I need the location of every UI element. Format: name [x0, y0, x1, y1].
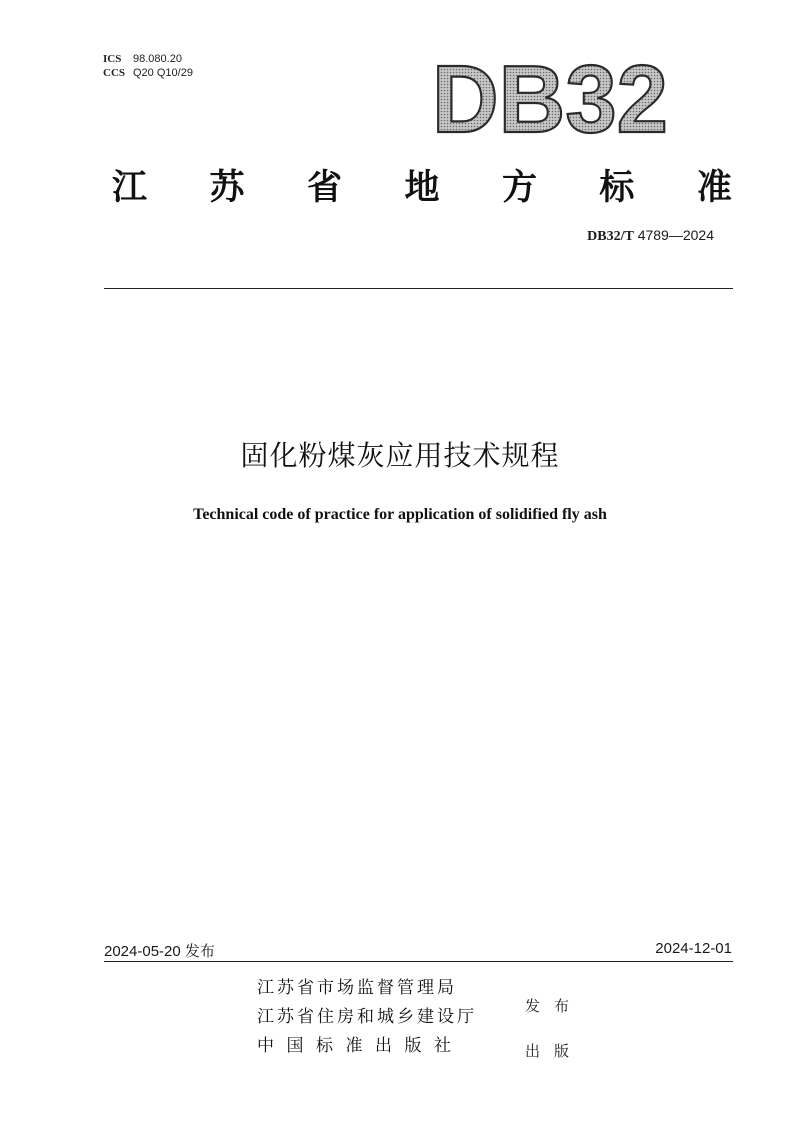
standard-type-char: 苏	[209, 168, 245, 208]
classification-codes	[103, 52, 193, 80]
issuer: 江苏省市场监督管理局	[257, 978, 457, 998]
issue-date: 2024-05-20 发布	[104, 943, 215, 960]
publish-label: 出版	[525, 1042, 584, 1060]
issuing-authorities	[257, 974, 477, 1061]
standard-number-value: 4789—2024	[633, 227, 714, 243]
standard-type-char: 省	[306, 168, 342, 208]
bottom-divider	[104, 961, 733, 962]
logo-text: DB32	[432, 50, 668, 140]
issuer: 江苏省住房和城乡建设厅	[257, 1007, 477, 1027]
implementation-date: 2024-12-01	[655, 940, 732, 957]
issue-label: 发布	[525, 997, 584, 1015]
publisher: 中国标准出版社	[257, 1036, 464, 1056]
standard-type-char: 江	[112, 168, 148, 208]
ccs-key: CCS	[103, 67, 126, 79]
standard-type-char: 地	[404, 168, 440, 208]
standard-type-char: 准	[696, 168, 732, 208]
standard-type-char: 方	[501, 168, 537, 208]
standard-type-char: 标	[599, 168, 635, 208]
ics-key: ICS	[103, 53, 122, 65]
standard-type-title	[112, 160, 732, 210]
ccs-code	[103, 66, 193, 80]
ics-value: 98.080.20	[133, 53, 182, 65]
standard-number	[587, 227, 714, 245]
ics-code	[103, 52, 193, 66]
standard-number-prefix: DB32/T	[587, 229, 634, 244]
db32-logo	[428, 50, 673, 140]
document-title-english: Technical code of practice for application of solidified fly ash	[193, 506, 607, 523]
ccs-value: Q20 Q10/29	[133, 67, 193, 79]
document-title-chinese: 固化粉煤灰应用技术规程	[240, 439, 560, 472]
top-divider	[104, 288, 733, 289]
